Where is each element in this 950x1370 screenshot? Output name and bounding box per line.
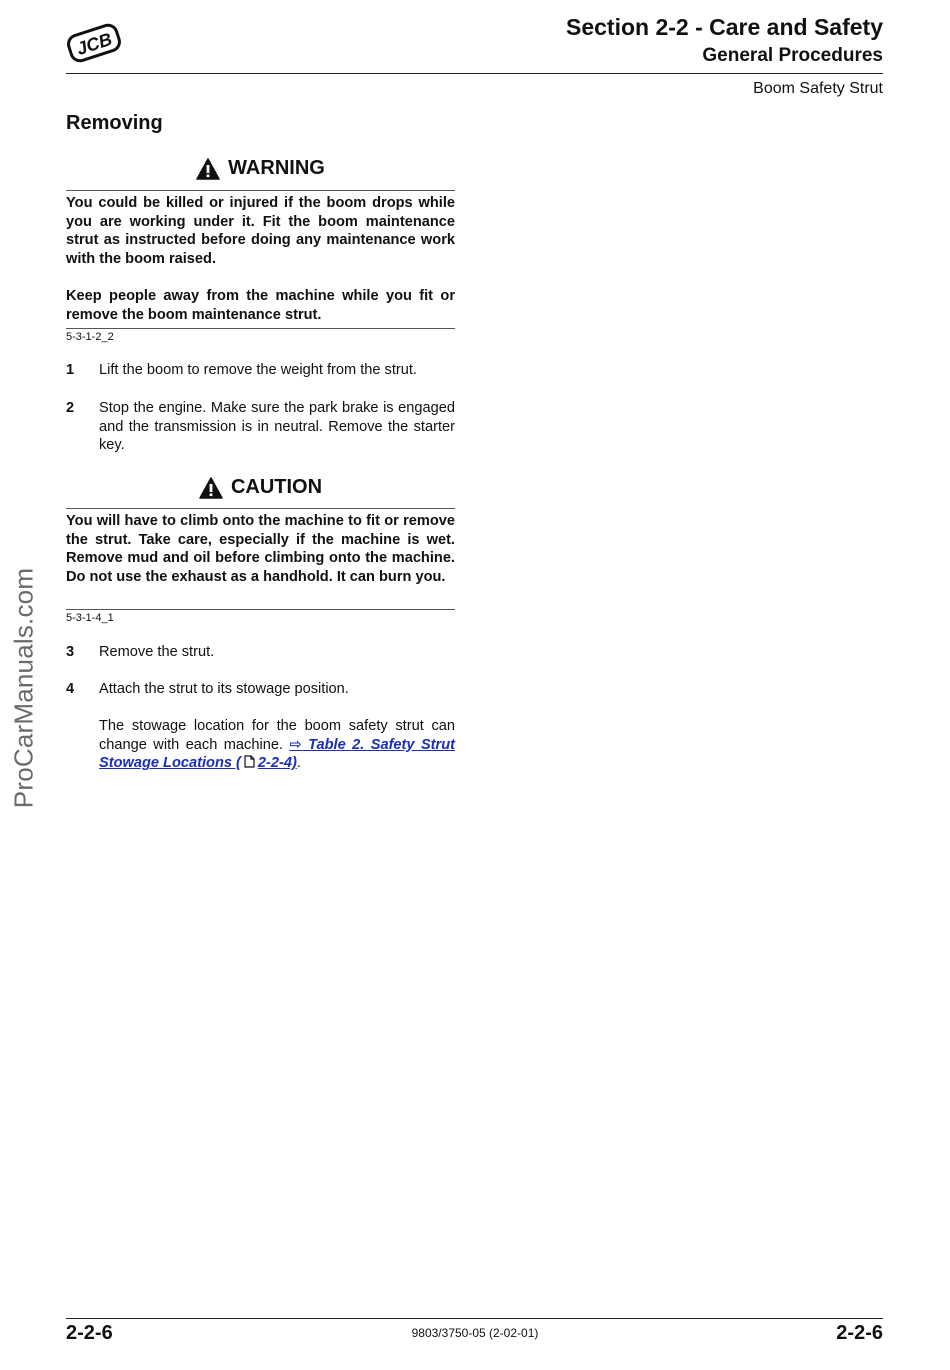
stowage-note: [99, 717, 455, 773]
note-end: .: [296, 755, 301, 772]
warning-triangle-icon: [196, 158, 220, 180]
page-number-left: 2-2-6: [66, 1322, 113, 1344]
warning-title: WARNING: [228, 157, 325, 179]
step-item: [66, 643, 455, 662]
document-reference: 9803/3750-05 (2-02-01): [411, 1326, 539, 1340]
warning-code: 5-3-1-2_2: [66, 331, 114, 343]
caution-paragraph: You will have to climb onto the machine to fit or remove the strut. Take care, especially if the machine is wet. Remove mud and oil before climbing onto the machine. Do not use the exhaust as a handhold. It can burn you.: [66, 513, 455, 585]
logo-text: JCB: [74, 28, 115, 60]
watermark: ProCarManuals.com: [8, 567, 39, 809]
link-text: Table 2. Safety Strut Stowage Locations (: [99, 736, 455, 772]
step-item: [66, 680, 455, 699]
step-text: Attach the strut to its stowage position.: [99, 681, 349, 697]
jcb-logo: [66, 20, 122, 66]
subsection-title: General Procedures: [702, 45, 883, 66]
step-item: [66, 399, 455, 455]
note-text: The stowage location for the boom safety strut can change with each machine.: [99, 718, 455, 753]
section-title: Section 2-2 - Care and Safety: [566, 14, 883, 40]
warning-paragraph: You could be killed or injured if the boom drops while you are working under it. Fit the boom maintenance strut as instructed before doing any maintenance work with the boom raised.: [66, 195, 455, 267]
warning-top-rule: [66, 190, 455, 191]
arrow-right-icon: ⇨: [289, 736, 302, 753]
warning-text: [66, 194, 455, 324]
page-icon: [244, 755, 255, 768]
caution-bottom-rule: [66, 609, 455, 610]
caution-top-rule: [66, 508, 455, 509]
page-heading: Removing: [66, 112, 163, 134]
link-page-ref: 2-2-4): [257, 755, 297, 772]
warning-triangle-icon: [199, 477, 223, 499]
step-item: [66, 361, 455, 380]
topic-title: Boom Safety Strut: [753, 80, 883, 97]
step-number: 4: [66, 681, 75, 697]
step-number: 2: [66, 400, 75, 416]
page-number-right: 2-2-6: [836, 1322, 883, 1344]
step-text: Stop the engine. Make sure the park brake is engaged and the transmission is in neutral. Remove the starter key.: [99, 400, 455, 454]
caution-title: CAUTION: [230, 476, 323, 498]
step-text: Remove the strut.: [99, 644, 215, 660]
warning-bottom-rule: [66, 328, 455, 329]
caution-text: [66, 512, 455, 586]
step-number: 3: [66, 644, 75, 660]
warning-paragraph: Keep people away from the machine while you fit or remove the boom maintenance strut.: [66, 287, 455, 323]
warning-header: [66, 157, 455, 180]
caution-code: 5-3-1-4_1: [66, 612, 114, 624]
header-divider: [66, 73, 883, 74]
step-text: Lift the boom to remove the weight from the strut.: [99, 362, 417, 378]
footer-divider: [66, 1318, 883, 1319]
caution-header: [66, 476, 455, 499]
step-number: 1: [66, 362, 75, 378]
